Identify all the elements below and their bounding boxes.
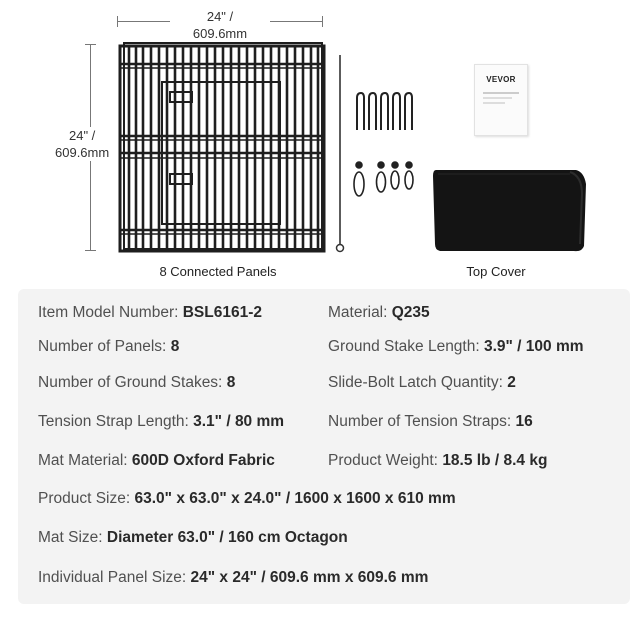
spec-panels-label: Number of Panels: (38, 338, 167, 355)
top-cover-illustration (430, 164, 590, 256)
spec-product-size-value: 63.0" x 63.0" x 24.0" / 1600 x 1600 x 610 mm (134, 490, 456, 507)
spec-stake-length-label: Ground Stake Length: (328, 338, 480, 355)
spec-item-model-value: BSL6161-2 (182, 304, 262, 321)
spec-panels (38, 338, 179, 356)
spec-strap-length-value: 3.1" / 80 mm (193, 413, 285, 430)
width-dimension-label (170, 8, 270, 42)
spec-mat-material-value: 600D Oxford Fabric (131, 452, 275, 469)
height-dimension-label (55, 127, 121, 161)
spec-panel-size-value: 24" x 24" / 609.6 mm x 609.6 mm (190, 569, 429, 586)
spec-material-label: Material: (328, 304, 388, 321)
folded-pen-illustration (114, 40, 330, 255)
spec-mat-material-label: Mat Material: (38, 452, 128, 469)
spec-ground-stakes-value: 8 (226, 374, 236, 391)
spec-item-model (38, 304, 262, 322)
spec-panel-size (38, 569, 428, 587)
spec-panel-size-label: Individual Panel Size: (38, 569, 187, 586)
spec-strap-length-label: Tension Strap Length: (38, 413, 189, 430)
spec-strap-count-value: 16 (515, 413, 533, 430)
spec-material-value: Q235 (391, 304, 430, 321)
width-dimension-tick-right (322, 16, 323, 27)
spec-mat-size (38, 529, 348, 547)
width-dimension-tick-left (117, 16, 118, 27)
specifications-panel (18, 289, 630, 604)
pen-caption: 8 Connected Panels (159, 264, 277, 279)
spec-mat-size-value: Diameter 63.0" / 160 cm Octagon (106, 529, 348, 546)
spec-strap-count (328, 413, 533, 431)
spec-stake-length (328, 338, 584, 356)
spec-ground-stakes-label: Number of Ground Stakes: (38, 374, 223, 391)
spec-material (328, 304, 430, 322)
spec-strap-length (38, 413, 284, 431)
spec-product-weight-label: Product Weight: (328, 452, 438, 469)
ground-stakes-illustration (352, 90, 414, 132)
spec-product-size-label: Product Size: (38, 490, 131, 507)
height-label-line1: 24" / (69, 128, 96, 143)
spec-product-size (38, 490, 456, 508)
spec-latch-qty-label: Slide-Bolt Latch Quantity: (328, 374, 503, 391)
cover-caption: Top Cover (466, 264, 526, 279)
spec-strap-count-label: Number of Tension Straps: (328, 413, 512, 430)
spec-item-model-label: Item Model Number: (38, 304, 179, 321)
spec-ground-stakes (38, 374, 235, 392)
manual-brand-logo: VEVOR (486, 75, 516, 84)
height-dimension-tick-top (85, 44, 96, 45)
long-rod-illustration (334, 52, 348, 254)
spec-latch-qty (328, 374, 516, 392)
height-dimension-tick-bottom (85, 250, 96, 251)
spec-product-weight (328, 452, 547, 470)
width-label-line1: 24" / (206, 9, 234, 24)
spec-panels-value: 8 (170, 338, 180, 355)
spec-product-weight-value: 18.5 lb / 8.4 kg (442, 452, 548, 469)
manual-booklet-illustration (474, 64, 528, 136)
width-label-line2: 609.6mm (192, 26, 248, 41)
spec-mat-material (38, 452, 275, 470)
spec-mat-size-label: Mat Size: (38, 529, 103, 546)
spec-stake-length-value: 3.9" / 100 mm (483, 338, 584, 355)
manual-text-lines (483, 92, 519, 104)
tension-straps-illustration (347, 158, 423, 202)
spec-latch-qty-value: 2 (507, 374, 516, 391)
height-label-line2: 609.6mm (55, 145, 110, 160)
